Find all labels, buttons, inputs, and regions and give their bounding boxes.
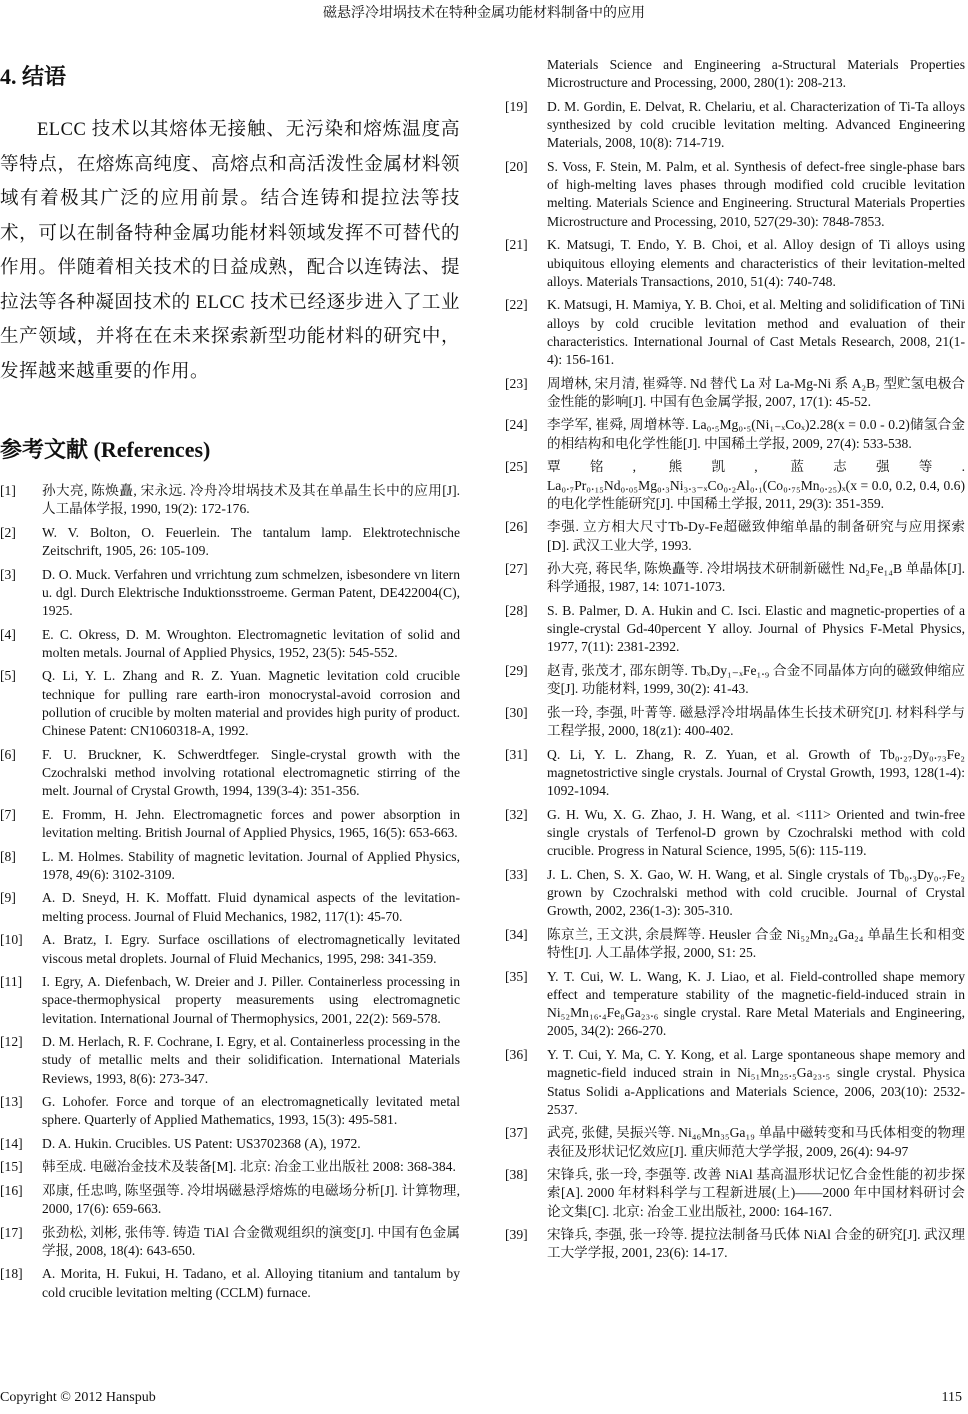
reference-number: [30] [505,704,528,720]
reference-number: [14] [0,1135,23,1151]
reference-number: [12] [0,1034,23,1050]
reference-item [0,626,460,663]
reference-item [0,1182,460,1219]
reference-number: [2] [0,524,16,540]
reference-item [505,158,965,231]
reference-item [505,662,965,699]
reference-number: [3] [0,566,16,582]
reference-number: [16] [0,1182,23,1198]
reference-number: [10] [0,932,23,948]
reference-item [0,482,460,519]
right-column [505,56,965,1268]
reference-text: D. M. Herlach, R. F. Cochrane, I. Egry, et al. Containerless processing in the study of metallic melts and their solidification. International Materials Reviews, 1993, 8(6): 273-347. [42,1034,460,1086]
reference-number: [24] [505,417,528,433]
reference-number: [13] [0,1094,23,1110]
reference-item [505,98,965,153]
reference-number: [4] [0,626,16,642]
reference-text: Q. Li, Y. L. Zhang, R. Z. Yuan, et al. Growth of Tb₀.₂₇Dy₀.₇₃Fe₂ magnetostrictive single crystals. Journal of Crystal Growth, 1993, 128(1-4): 1092-1094. [547,746,965,799]
reference-item [0,746,460,801]
reference-text: D. M. Gordin, E. Delvat, R. Chelariu, et al. Characterization of Ti-Ta alloys synthesized by cold crucible levitation melting. Advanced Engineering Materials, 2008, 10(8): 714-719. [547,98,965,151]
reference-text: 孙大亮, 蒋民华, 陈焕矗等. 冷坩埚技术研制新磁性 Nd₂Fe₁₄B 单晶体[J]. 科学通报, 1987, 14: 1071-1073. [547,561,965,595]
reference-item [0,1093,460,1130]
reference-list-right [505,98,965,1263]
reference-item [505,602,965,657]
reference-item [505,1226,965,1263]
reference-text: L. M. Holmes. Stability of magnetic levitation. Journal of Applied Physics, 1978, 49(6): 3102-3109. [42,848,460,882]
reference-number: [23] [505,375,528,391]
reference-item [505,518,965,555]
reference-text: K. Matsugi, T. Endo, Y. B. Choi, et al. Alloy design of Ti alloys using ubiquitous elloying elements and characteristics of their levitation-melted alloys. Materials Transactions, 2010, 51(4): 740-748. [547,237,965,289]
reference-text: D. O. Muck. Verfahren und vrrichtung zum schmelzen, isbesondere vn litern u. dgl. Durch Elektrische Induktionsstroeme. German Patent, DE422004(C), 1925. [42,566,460,619]
reference-number: [32] [505,806,528,822]
reference-text: E. Fromm, H. Jehn. Electromagnetic forces and power absorption in levitation melting. British Journal of Applied Physics, 1965, 16(5): 653-663. [42,806,460,841]
reference-text: 李强. 立方相大尺寸Tb-Dy-Fe超磁致伸缩单晶的制备研究与应用探索[D]. 武汉工业大学, 1993. [547,519,965,553]
reference-item [0,667,460,740]
reference-item [505,458,965,513]
conclusion-paragraph: ELCC 技术以其熔体无接触、无污染和熔炼温度高等特点，在熔炼高纯度、高熔点和高活泼性金属材料领域有着极其广泛的应用前景。结合连铸和提拉法等技术，可以在制备特种金属功能材料领域发挥不可替代的作用。伴随着相关技术的日益成熟，配合以连铸法、提拉法等各种凝固技术的 ELCC 技术已经逐步进入了工业生产领域，并将在在未来探索新型功能材料的研究中，发挥越来越重要的作用。 [0,120,460,382]
reference-item [0,848,460,885]
reference-text: E. C. Okress, D. M. Wroughton. Electromagnetic levitation of solid and molten metals. Journal of Applied Physics, 1952, 23(5): 545-552. [42,626,460,660]
footer-copyright: Copyright © 2012 Hanspub [0,1390,156,1405]
reference-text: Q. Li, Y. L. Zhang and R. Z. Yuan. Magnetic levitation cold crucible technique for pulling rare earth-iron monocrystal-avoid corrosion and pollution of crucible by molten material and provides high purity of product. Chinese Patent: CN1060318-A, 1992. [42,668,460,739]
reference-number: [35] [505,968,528,984]
reference-number: [36] [505,1046,528,1062]
reference-number: [18] [0,1266,23,1282]
reference-item [505,375,965,412]
reference-text: 李学军, 崔舜, 周增林等. La₀.₅Mg₀.₅(Ni₁₋ₓCoₓ)2.28(x = 0.0 - 0.2)储氢合金的相结构和电化学性能[J]. 中国稀土学报, 2009, 27(4): 533-538. [547,417,965,451]
reference-text: G. H. Wu, X. G. Zhao, J. H. Wang, et al. <111> Oriented and twin-free single crystals of Terfenol-D grown by Czochralski method with cold crucible. Progress in Natural Science, 1995, 5(6): 115-119. [547,806,965,859]
reference-number: [9] [0,890,16,906]
reference-number: [39] [505,1227,528,1243]
reference-text: K. Matsugi, H. Mamiya, Y. B. Choi, et al. Melting and solidification of TiNi alloys by cold crucible levitation method and evaluation of their characteristics. International Journal of Cast Metals Research, 2008, 21(1-4): 156-161. [547,297,965,368]
reference-number: [25] [505,459,528,475]
reference-text: W. V. Bolton, O. Feuerlein. The tantalum lamp. Elektrotechnische Zeitschrift, 1905, 26: 105-109. [42,524,460,559]
reference-text: D. A. Hukin. Crucibles. US Patent: US3702368 (A), 1972. [42,1135,361,1151]
reference-item [505,1046,965,1119]
reference-item [0,973,460,1028]
reference-text: 宋锋兵, 张一玲, 李强等. 改善 NiAl 基高温形状记忆合金性能的初步探索[A]. 2000 年材料科学与工程新进展(上)——2000 年中国材料研讨会论文集[C]. 北京: 冶金工业出版社, 2000: 164-167. [547,1167,965,1219]
reference-item [505,746,965,801]
reference-item [0,931,460,968]
reference-item [505,1124,965,1161]
reference-item [0,1224,460,1261]
reference-text: 武亮, 张健, 吴振兴等. Ni₄₆Mn₃₅Ga₁₉ 单晶中磁转变和马氏体相变的物理表征及形状记忆效应[J]. 重庆师范大学学报, 2009, 26(4): 94-97 [547,1125,965,1159]
reference-item [0,1265,460,1302]
reference-number: [7] [0,806,16,822]
reference-number: [31] [505,746,528,762]
reference-text: 张一玲, 李强, 叶菁等. 磁悬浮冷坩埚晶体生长技术研究[J]. 材料科学与工程学报, 2000, 18(z1): 400-402. [547,704,965,739]
reference-text: S. Voss, F. Stein, M. Palm, et al. Synthesis of defect-free single-phase bars of high-melting laves phases through modified cold crucible levitation melting. Materials Science and Engineering. Structural Materials Properties Microstructure and Processing, 2010, 527(29-30): 7848-7853. [547,158,965,229]
reference-text: S. B. Palmer, D. A. Hukin and C. Isci. Elastic and magnetic-properties of a single-crystal Gd-40percent Y alloy. Journal of Physics F-Metal Physics, 1977, 7(11): 2381-2392. [547,602,965,655]
left-column [0,52,460,1307]
reference-number: [8] [0,848,16,864]
reference-text: F. U. Bruckner, K. Schwerdtfeger. Single-crystal growth with the Czochralski method involving rotational electromagnetic stirring of the melt. Journal of Crystal Growth, 1994, 139(3-4): 351-356. [42,746,460,799]
reference-text: 邓康, 任忠鸣, 陈坚强等. 冷坩埚磁悬浮熔炼的电磁场分析[J]. 计算物理, 2000, 17(6): 659-663. [42,1182,460,1217]
reference-text: I. Egry, A. Diefenbach, W. Dreier and J. Piller. Containerless processing in space-thermophysical property measurements using electromagnetic levitation. International Journal of Thermophysics, 2001, 22(2): 569-578. [42,974,460,1026]
reference-text: Y. T. Cui, W. L. Wang, K. J. Liao, et al. Field-controlled shape memory effect and temperature stability of the magnetic-field-induced strain in Ni₅₂Mn₁₆.₄Fe₈Ga₂₃.₆ single crystal. Rare Metal Materials and Engineering, 2005, 34(2): 266-270. [547,968,965,1039]
reference-item [0,566,460,621]
reference-number: [1] [0,483,16,498]
reference-text: 覃铭, 熊凯, 蓝志强等. La₀.₇Pr₀.₁₅Nd₀.₀₅Mg₀.₃Ni₃.₃₋ₓCo₀.₂Al₀.₁(Co₀.₇₅Mn₀.₂₅)ₓ(x = 0.0, 0.2, 0.4, 0.6)的电化学性能研究[J]. 中国稀土学报, 2011, 29(3): 351-359. [547,459,965,511]
reference-text: A. Morita, H. Fukui, H. Tadano, et al. Alloying titanium and tantalum by cold crucible levitation melting (CCLM) furnace. [42,1266,460,1300]
section-heading-conclusion: 4. 结语 [0,64,67,89]
reference-text: 周增林, 宋月清, 崔舜等. Nd 替代 La 对 La-Mg-Ni 系 A₂B₇ 型贮氢电极合金性能的影响[J]. 中国有色金属学报, 2007, 17(1): 45-52. [547,375,965,409]
reference-number: [15] [0,1159,23,1175]
reference-item [0,524,460,561]
reference-item [505,866,965,921]
reference-item [505,416,965,453]
reference-number: [19] [505,98,528,114]
reference-item [505,236,965,291]
reference-item [505,704,965,741]
reference-list-left [0,482,460,1302]
reference-number: [11] [0,974,23,989]
reference-text: A. Bratz, I. Egry. Surface oscillations of electromagnetically levitated viscous metal droplets. Journal of Fluid Mechanics, 1995, 298: 341-359. [42,932,460,966]
reference-item [505,1166,965,1221]
reference-item [505,296,965,369]
reference-continuation [505,56,965,93]
reference-item [505,926,965,963]
reference-number: [26] [505,519,528,535]
reference-text: J. L. Chen, S. X. Gao, W. H. Wang, et al. Single crystals of Tb₀.₃Dy₀.₇Fe₂ grown by Czochralski method with cold crucible. Journal of Crystal Growth, 2002, 236(1-3): 305-310. [547,866,965,919]
reference-item [0,889,460,926]
reference-text: A. D. Sneyd, H. K. Moffatt. Fluid dynamical aspects of the levitation-melting process. Journal of Fluid Mechanics, 1982, 117(1): 45-70. [42,890,460,924]
reference-text: 张劲松, 刘彬, 张伟等. 铸造 TiAl 合金微观组织的演变[J]. 中国有色金属学报, 2008, 18(4): 643-650. [42,1224,460,1258]
reference-text: 赵青, 张茂才, 邵东朗等. TbₓDy₁₋ₓFe₁.₉ 合金不同晶体方向的磁致伸缩应变[J]. 功能材料, 1999, 30(2): 41-43. [547,662,965,697]
reference-item [0,1033,460,1088]
running-header: 磁悬浮冷坩埚技术在特种金属功能材料制备中的应用 [323,6,645,21]
reference-text: G. Lohofer. Force and torque of an electromagnetically levitated metal sphere. Quarterly of Applied Mathematics, 1993, 15(3): 495-581. [42,1094,460,1128]
page-number: 115 [941,1390,962,1405]
reference-text: Materials Science and Engineering a-Structural Materials Properties Microstructure and Processing, 2000, 280(1): 208-213. [547,57,965,91]
reference-text: 孙大亮, 陈焕矗, 宋永远. 冷舟冷坩埚技术及其在单晶生长中的应用[J]. 人工晶体学报, 1990, 19(2): 172-176. [42,483,460,517]
references-heading: 参考文献 (References) [0,437,211,462]
reference-number: [34] [505,926,528,942]
reference-item [0,1135,460,1153]
reference-item [505,560,965,597]
reference-number: [21] [505,237,528,253]
reference-item [0,1158,460,1176]
reference-number: [33] [505,866,528,882]
reference-text: Y. T. Cui, Y. Ma, C. Y. Kong, et al. Large spontaneous shape memory and magnetic-field induced strain in Ni₅₁Mn₂₅.₅Ga₂₃.₅ single crystal. Physica Status Solidi a-Applications and Materials Science, 2006, 203(10): 2532-2537. [547,1046,965,1117]
reference-number: [5] [0,668,16,684]
reference-item [505,806,965,861]
reference-number: [22] [505,297,528,313]
reference-number: [37] [505,1125,528,1141]
reference-number: [27] [505,561,528,577]
reference-number: [29] [505,662,528,678]
reference-number: [17] [0,1224,23,1240]
reference-text: 宋锋兵, 李强, 张一玲等. 提拉法制备马氏体 NiAl 合金的研究[J]. 武汉理工大学学报, 2001, 23(6): 14-17. [547,1227,965,1261]
reference-number: [6] [0,746,16,762]
reference-text: 韩至成. 电磁冶金技术及装备[M]. 北京: 冶金工业出版社 2008: 368-384. [42,1159,456,1175]
reference-text: 陈京兰, 王文洪, 余晨辉等. Heusler 合金 Ni₅₂Mn₂₄Ga₂₄ 单晶生长和相变特性[J]. 人工晶体学报, 2000, S1: 25. [547,926,965,961]
reference-item [505,968,965,1041]
reference-item [0,806,460,843]
reference-number: [28] [505,602,528,618]
reference-number: [38] [505,1167,528,1183]
reference-number: [20] [505,158,528,174]
